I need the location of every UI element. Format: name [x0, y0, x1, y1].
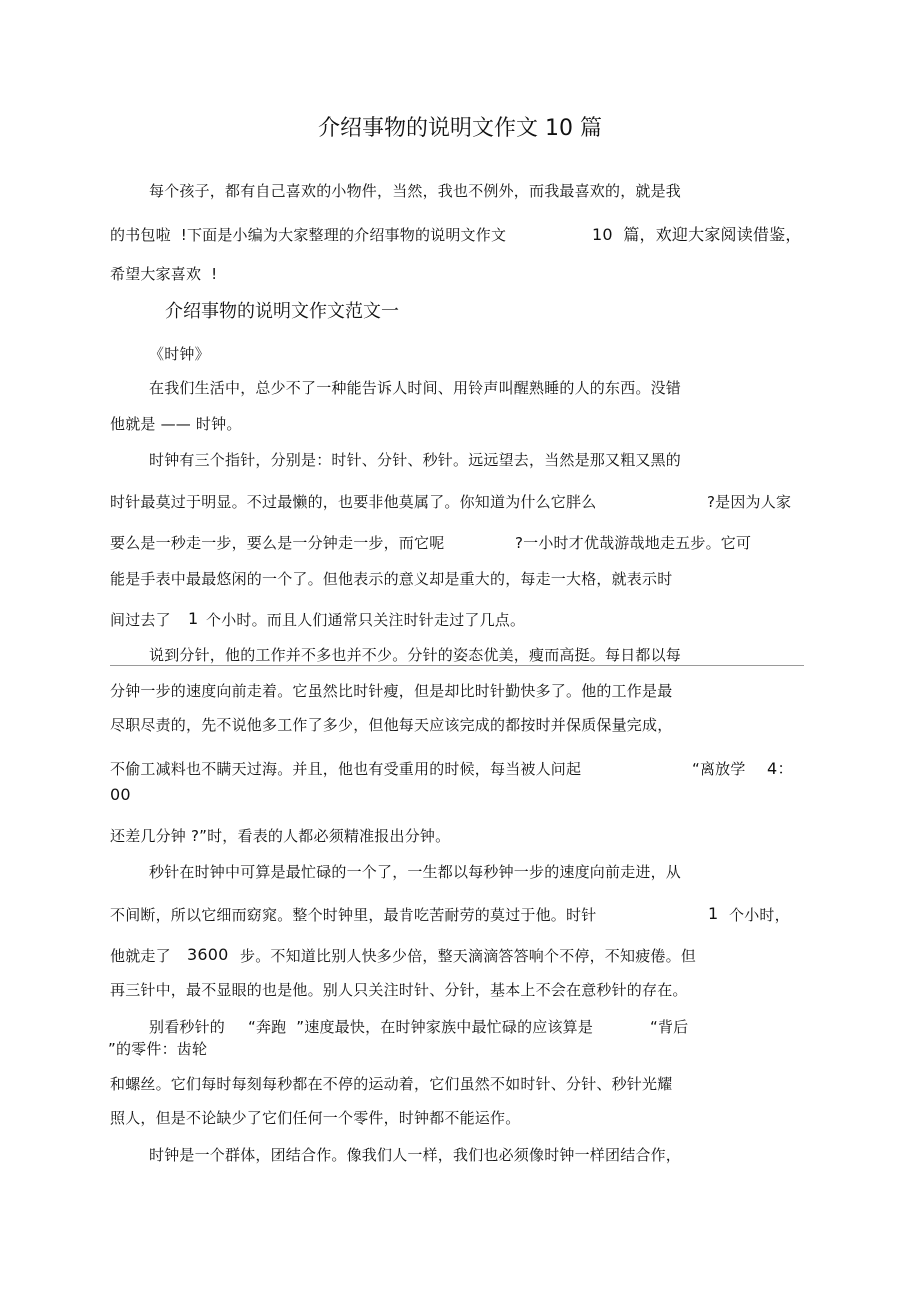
p3-line-4c: 4：	[767, 759, 794, 778]
p2-line-2a: 时针最莫过于明显。不过最懒的，也要非他莫属了。你知道为什么它胖么	[110, 493, 597, 511]
p2-line-5b: 1	[188, 609, 199, 628]
p2-line-3a: 要么是一秒走一步，要么是一分钟走一步，而它呢	[110, 534, 445, 552]
intro-line-2b: 10 篇，欢迎大家阅读借鉴，	[592, 225, 802, 244]
p1-line-1: 在我们生活中，总少不了一种能告诉人时间、用铃声叫醒熟睡的人的东西。没错	[149, 379, 682, 397]
p3-line-4b: “离放学	[692, 760, 746, 778]
p3-line-3: 尽职尽责的，先不说他多工作了多少，但他每天应该完成的都按时并保质保量完成，	[110, 716, 673, 734]
p3-line-2: 分钟一步的速度向前走着。它虽然比时针瘦，但是却比时针勤快多了。他的工作是最	[110, 682, 673, 700]
p5-line-2: ”的零件：齿轮	[108, 1040, 208, 1058]
p2-line-4: 能是手表中最最悠闲的一个了。但他表示的意义却是重大的，每走一大格，就表示时	[110, 570, 673, 588]
p4-line-2a: 不间断，所以它细而窈窕。整个时钟里，最肯吃苦耐劳的莫过于他。时针	[110, 906, 597, 924]
p4-line-3c: 步。不知道比别人快多少倍，整天滴滴答答响个不停，不知疲倦。但	[240, 947, 697, 965]
p4-line-1: 秒针在时钟中可算是最忙碌的一个了，一生都以每秒钟一步的速度向前走进，从	[149, 863, 682, 881]
document-title: 介绍事物的说明文作文 10 篇	[318, 116, 602, 141]
p3-line-5: 00	[110, 785, 131, 804]
intro-line-2a: 的书包啦 !下面是小编为大家整理的介绍事物的说明文作文	[110, 226, 507, 244]
p4-line-3b: 3600	[187, 945, 229, 964]
p5-line-4: 照人，但是不论缺少了它们任何一个零件，时钟都不能运作。	[110, 1109, 521, 1127]
intro-line-1: 每个孩子，都有自己喜欢的小物件，当然，我也不例外，而我最喜欢的，就是我	[149, 182, 682, 200]
p4-line-2c: 个小时，	[729, 906, 790, 924]
p1-line-2: 他就是 —— 时钟。	[110, 415, 242, 433]
p3-line-1: 说到分针，他的工作并不多也并不少。分针的姿态优美，瘦而高挺。每日都以每	[149, 646, 682, 664]
p2-line-2b: ?是因为人家	[707, 493, 792, 511]
p2-line-5c: 个小时。而且人们通常只关注时针走过了几点。	[206, 611, 526, 629]
essay-title: 《时钟》	[149, 345, 210, 363]
p5-line-1a: 别看秒针的	[149, 1018, 226, 1036]
p2-line-3b: ?一小时才优哉游哉地走五步。它可	[515, 534, 752, 552]
intro-line-3: 希望大家喜欢 !	[110, 265, 218, 283]
p4-line-4: 再三针中，最不显眼的也是他。别人只关注时针、分针，基本上不会在意秒针的存在。	[110, 981, 688, 999]
p5-line-1c: “背后	[650, 1018, 689, 1036]
section-title: 介绍事物的说明文作文范文一	[165, 301, 399, 322]
p3-line-4a: 不偷工减料也不瞒天过海。并且，他也有受重用的时候，每当被人问起	[110, 760, 582, 778]
p5-line-1b: “奔跑 ”速度最快，在时钟家族中最忙碌的应该算是	[248, 1018, 594, 1036]
p2-line-1: 时钟有三个指针，分别是：时针、分针、秒针。远远望去，当然是那又粗又黑的	[149, 451, 682, 469]
horizontal-divider	[110, 665, 804, 666]
p5-line-3: 和螺丝。它们每时每刻每秒都在不停的运动着，它们虽然不如时针、分针、秒针光耀	[110, 1075, 673, 1093]
p4-line-3a: 他就走了	[110, 947, 171, 965]
p4-line-2b: 1	[708, 904, 719, 923]
p3-line-6: 还差几分钟 ?”时，看表的人都必须精准报出分钟。	[110, 827, 451, 845]
p6-line-1: 时钟是一个群体，团结合作。像我们人一样，我们也必须像时钟一样团结合作，	[149, 1146, 682, 1164]
p2-line-5a: 间过去了	[110, 611, 171, 629]
